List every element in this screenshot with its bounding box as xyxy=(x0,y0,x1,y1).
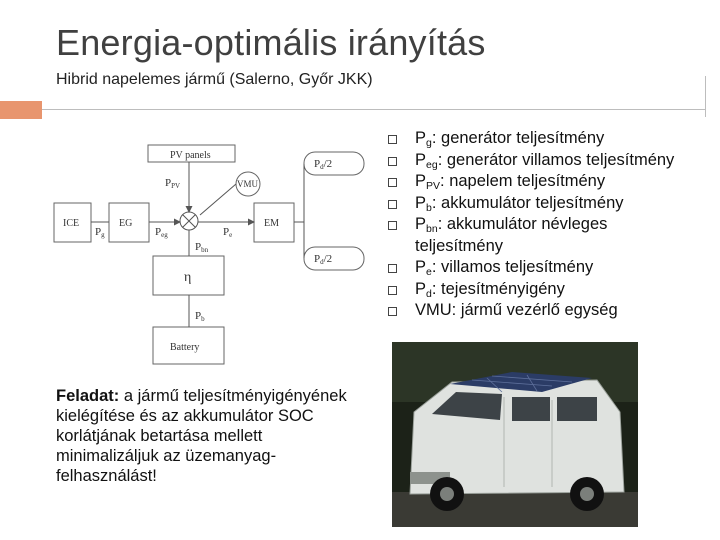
p-pv-signal: PPV xyxy=(165,177,181,190)
vehicle-photo xyxy=(392,342,638,527)
list-item: $P_e$: villamos teljesítmény xyxy=(388,257,688,279)
bullet-square-icon xyxy=(388,286,397,295)
slide-subtitle: Hibrid napelemes jármű (Salerno, Győr JKK) xyxy=(56,71,373,88)
accent-bar xyxy=(0,101,42,119)
efficiency-label: η xyxy=(184,270,192,285)
header-divider xyxy=(42,109,706,110)
list-item: $P_{bn}$: akkumulátor névleges teljesítmény xyxy=(388,214,688,257)
p-d-top-signal: Pd/2 xyxy=(314,158,333,171)
bullet-square-icon xyxy=(388,135,397,144)
bullet-square-icon xyxy=(388,221,397,230)
list-item: $P_{eg}$: generátor villamos teljesítmény xyxy=(388,150,688,172)
p-b-signal: Pb xyxy=(195,310,205,323)
task-label: Feladat: xyxy=(56,387,120,405)
bullet-square-icon xyxy=(388,264,397,273)
p-eg-signal: Peg xyxy=(155,226,168,239)
p-d-bottom-signal: Pd/2 xyxy=(314,253,333,266)
bullet-square-icon xyxy=(388,200,397,209)
wheel-top xyxy=(304,152,364,175)
definitions-list xyxy=(388,128,688,333)
list-item: $P_d$: tejesítményigény xyxy=(388,279,688,301)
p-bn-signal: Pbn xyxy=(195,241,209,254)
wheel-bottom xyxy=(304,247,364,270)
battery-label: Battery xyxy=(170,342,200,353)
slide-title: Energia-optimális irányítás xyxy=(56,22,486,63)
list-item: VMU: jármű vezérlő egység xyxy=(388,300,688,322)
vmu-label: VMU xyxy=(237,179,259,189)
p-g-signal: Pg xyxy=(95,226,105,239)
power-flow-diagram xyxy=(52,134,370,366)
p-e-signal: Pe xyxy=(223,226,233,239)
eg-label: EG xyxy=(119,218,133,229)
pv-panels-label: PV panels xyxy=(170,150,211,161)
bullet-square-icon xyxy=(388,178,397,187)
list-item: $P_g$: generátor teljesítmény xyxy=(388,128,688,150)
ice-label: ICE xyxy=(63,218,80,229)
solar-van-image xyxy=(392,342,638,527)
list-item: $P_{PV}$: napelem teljesítmény xyxy=(388,171,688,193)
task-description xyxy=(56,386,356,486)
bullet-square-icon xyxy=(388,307,397,316)
header-vertical-divider xyxy=(705,76,706,117)
em-label: EM xyxy=(264,218,279,229)
task-text: a jármű teljesítményigényének kielégítése és az akkumulátor SOC korlátjának betartása mellett minimalizáljuk az üzemanyag-felhasználást! xyxy=(56,387,347,485)
list-item: $P_b$: akkumulátor teljesítmény xyxy=(388,193,688,215)
bullet-square-icon xyxy=(388,157,397,166)
